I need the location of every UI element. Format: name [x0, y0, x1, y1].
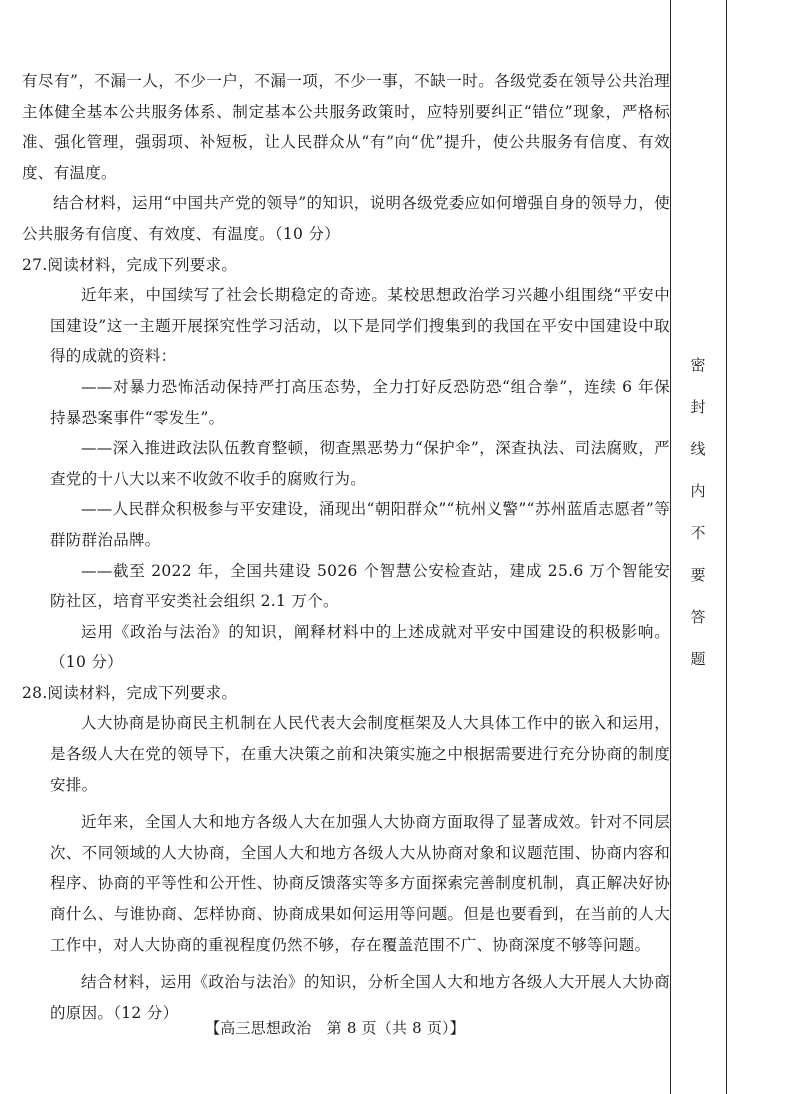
q27-number: 27.阅读材料，完成下列要求。	[22, 255, 238, 274]
q28-material-para1: 人大协商是协商民主机制在人民代表大会制度框架及人大具体工作中的嵌入和运用，是各级人大在党的领导下，在重大决策之前和决策实施之中根据需要进行充分协商的制度安排。	[50, 714, 670, 794]
q27-item: ——人民群众积极参与平安建设，涌现出“朝阳群众”“杭州义警”“苏州蓝盾志愿者”等群防群治品牌。	[50, 500, 670, 549]
seal-char: 封	[690, 398, 706, 416]
q27-item: ——深入推进政法队伍教育整顿，彻查黑恶势力“保护伞”，深查执法、司法腐败，严查党的十八大以来不收敛不收手的腐败行为。	[50, 439, 670, 488]
q28-material-para2: 近年来，全国人大和地方各级人大在加强人大协商方面取得了显著成效。针对不同层次、不同领域的人大协商，全国人大和地方各级人大从协商对象和议题范围、协商内容和程序、协商的平等性和公开性、协商反馈落实等多方面探索完善制度机制，真正解决好协商什么、与谁协商、怎样协商、协商成果如何运用等问题。但是也要看到，在当前的人大工作中，对人大协商的重视程度仍然不够，存在覆盖范围不广、协商深度不够等问题。	[50, 813, 670, 954]
seal-char: 内	[690, 482, 706, 500]
q26-material-tail: 有尽有”，不漏一人，不少一户，不漏一项，不少一事，不缺一时。各级党委在领导公共治理主体健全基本公共服务体系、制定基本公共服务政策时，应特别要纠正“错位”现象，严格标准、强化管理，强弱项、补短板，让人民群众从“有”向“优”提升，使公共服务有信度、有效度、有温度。	[22, 72, 670, 182]
page-footer: 【高三思想政治 第 8 页（共 8 页）】	[205, 1019, 465, 1037]
q28-number: 28.阅读材料，完成下列要求。	[22, 683, 238, 702]
seal-char: 要	[690, 566, 706, 584]
paragraph-gap	[50, 960, 670, 967]
binding-line-right	[726, 0, 727, 1094]
q27-prompt: 运用《政治与法治》的知识，阐释材料中的上述成就对平安中国建设的积极影响。（10 分）	[50, 622, 670, 672]
seal-char: 答	[690, 608, 706, 626]
binding-line-left	[670, 0, 671, 1094]
q28-prompt: 结合材料，运用《政治与法治》的知识，分析全国人大和地方各级人大开展人大协商的原因。（12 分）	[50, 973, 670, 1022]
q27-intro: 近年来，中国续写了社会长期稳定的奇迹。某校思想政治学习兴趣小组围绕“平安中国建设”这一主题开展探究性学习活动，以下是同学们搜集到的我国在平安中国建设中取得的成就的资料：	[50, 286, 670, 366]
seal-char: 线	[690, 440, 706, 458]
page-content	[22, 66, 670, 1028]
q28-body	[22, 708, 670, 1028]
seal-char: 不	[690, 524, 706, 542]
paragraph-gap	[50, 800, 670, 807]
q26-prompt: 结合材料，运用“中国共产党的领导”的知识，说明各级党委应如何增强自身的领导力，使公共服务有信度、有效度、有温度。（10 分）	[22, 194, 670, 243]
q27-item: ——对暴力恐怖活动保持严打高压态势，全力打好反恐防恐“组合拳”，连续 6 年保持暴恐案事件“零发生”。	[50, 377, 670, 427]
q27-body	[22, 280, 670, 678]
seal-char: 题	[690, 650, 706, 668]
seal-char: 密	[690, 356, 706, 374]
seal-line-notice	[683, 358, 713, 694]
q27-item: ——截至 2022 年，全国共建设 5026 个智慧公安检查站，建成 25.6 万个智能安防社区，培育平安类社会组织 2.1 万个。	[50, 561, 670, 611]
